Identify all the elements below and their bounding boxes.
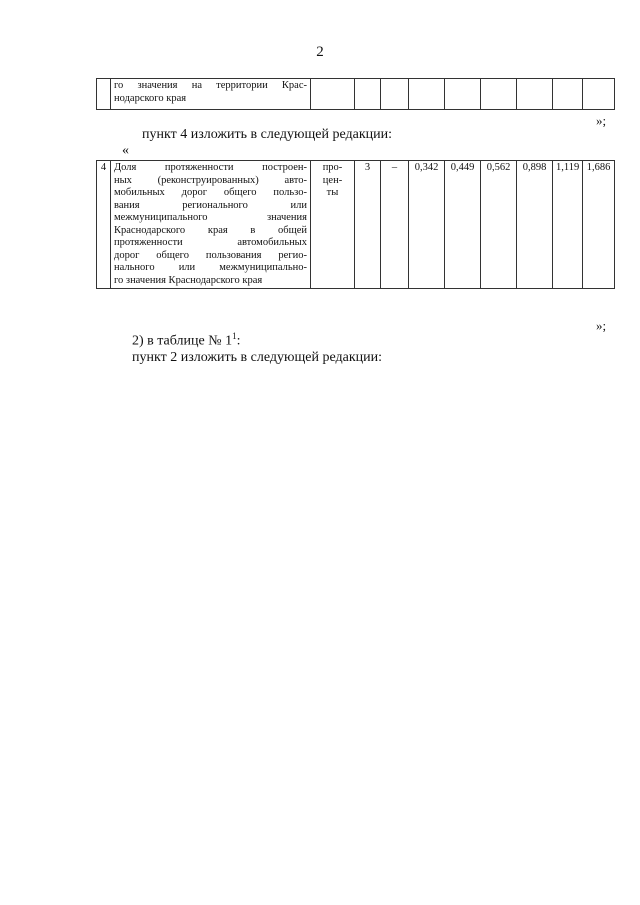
cell-empty xyxy=(481,79,517,110)
cell-empty xyxy=(409,79,445,110)
cell-value: 0,342 xyxy=(409,161,445,289)
name-line: межмуниципального значения xyxy=(114,212,307,223)
unit-line: цен- xyxy=(322,174,343,186)
unit-line: ты xyxy=(326,187,339,198)
previous-table-fragment xyxy=(96,78,615,110)
cell-empty xyxy=(445,79,481,110)
name-line: Доля протяженности построен- xyxy=(114,162,307,173)
name-line: протяженности автомобильных xyxy=(114,237,307,248)
cell-empty xyxy=(583,79,615,110)
table-row xyxy=(97,161,615,289)
item-2-paragraph xyxy=(132,331,240,350)
table-row xyxy=(97,79,615,110)
cell-empty xyxy=(553,79,583,110)
item-2-superscript: 1 xyxy=(232,331,237,341)
amended-table xyxy=(96,160,615,289)
item-2-text: 2) в таблице № 1 xyxy=(132,333,233,349)
cell-name xyxy=(111,161,311,289)
name-line: мобильных дорог общего пользо- xyxy=(114,187,307,198)
name-line: дорог общего пользования регио- xyxy=(114,249,307,261)
name-line: ных (реконструированных) авто- xyxy=(114,174,307,186)
name-line: го значения на территории Крас- xyxy=(114,80,307,91)
cell-num: 4 xyxy=(97,161,111,289)
instruction-paragraph: пункт 4 изложить в следующей редакции: xyxy=(142,127,392,142)
cell-base-value: 3 xyxy=(355,161,381,289)
cell-num xyxy=(97,79,111,110)
cell-name xyxy=(111,79,311,110)
cell-empty xyxy=(355,79,381,110)
name-line: нального или межмуниципально- xyxy=(114,262,307,273)
cell-value: 0,898 xyxy=(517,161,553,289)
closing-quote: »; xyxy=(596,113,607,128)
cell-value: 0,449 xyxy=(445,161,481,289)
name-line: го значения Краснодарского края xyxy=(114,274,263,286)
cell-value: 1,686 xyxy=(583,161,615,289)
cell-empty xyxy=(311,79,355,110)
cell-value: 1,119 xyxy=(553,161,583,289)
page-number: 2 xyxy=(316,44,324,60)
instruction-paragraph: пункт 2 изложить в следующей редакции: xyxy=(132,350,382,365)
name-line: нодарского края xyxy=(114,92,187,104)
cell-unit xyxy=(311,161,355,289)
closing-quote: »; xyxy=(596,318,607,333)
cell-dash: – xyxy=(381,161,409,289)
cell-empty xyxy=(381,79,409,110)
unit-line: про- xyxy=(322,162,343,173)
name-line: Краснодарского края в общей xyxy=(114,224,307,236)
opening-quote: « xyxy=(122,143,129,158)
item-2-suffix: : xyxy=(236,333,241,349)
name-line: вания регионального или xyxy=(114,199,307,211)
cell-value: 0,562 xyxy=(481,161,517,289)
cell-empty xyxy=(517,79,553,110)
